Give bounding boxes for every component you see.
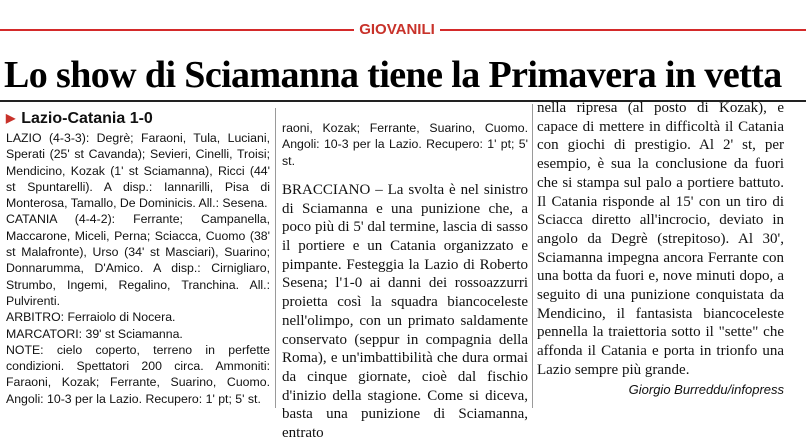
catania-lineup: CATANIA (4-4-2): Ferrante; Campanella, Maccarone, Miceli, Perna; Sciacca, Cuomo (38' st Malafronte), Urso (34' st Masciari), Suarino; Donnarumma, D'Amico. A disp.: Cirnigliaro, Strumbo, Ingemi, Regalino, Tranchina. All.: Pulvirenti. (6, 212, 270, 308)
section-header (0, 18, 806, 42)
article-body-2: nella ripresa (al posto di Kozak), e capace di mettere in difficoltà il Catania con giochi di prestigio. Al 2' st, per esempio, è sua la conclusione da fuori che si stampa sul palo a portiere battuto. Il Catania risponde al 15' con un tiro di Sciacca diretto all'incrocio, deviato in angolo da Degrè (strepitoso). Al 30', Sciamanna impegna ancora Ferrante con una botta da fuori e, nove minuti dopo, a seguito di una punizione conquistata da Mendicino, il fantasista biancoceleste pennella la traiettoria sotto il "sette" che affonda il Catania e porta in trionfo una Lazio sempre più grande. (537, 100, 784, 378)
match-notes (6, 342, 270, 407)
section-label: GIOVANILI (354, 18, 440, 42)
match-result-label: Lazio-Catania 1-0 (21, 110, 153, 127)
headline: Lo show di Sciamanna tiene la Primavera in vetta (4, 54, 782, 96)
column-divider (275, 108, 276, 408)
byline: Giorgio Burreddu/infopress (628, 381, 784, 397)
scorers: MARCATORI: 39' st Sciamanna. (6, 326, 183, 341)
article-body-1: BRACCIANO – La svolta è nel sinistro di Sciamanna e una punizione che, a poco più di 5' dal termine, lascia di sasso il portiere e un Catania organizzato e pimpante. Festeggia la Lazio di Roberto Sesena; l'1-0 ai danni dei rossoazzurri proietta così la squadra biancoceleste nell'olimpo, con un primato saldamente conservato (seppur in compagnia della Roma), e un'imbattibilità che dura ormai da cinque giornate, cioè dal fischio d'inizio della stagione. Come si diceva, basta una punizione di Sciamanna, entrato (282, 181, 528, 442)
triangle-icon: ▶ (6, 111, 16, 125)
article-column-2 (537, 99, 784, 411)
lazio-lineup: LAZIO (4-3-3): Degrè; Faraoni, Tula, Luciani, Sperati (25' st Cavanda); Sevieri, Cinelli, Troisi; Mendicino, Kozak (1' st Sciamanna), Ricci (44' st Spuntarelli). A disp.: Iannarilli, Pisa di Monterosa, Tamallo, De Dominicis. All.: Sesena. (6, 131, 270, 211)
box-score-column (6, 130, 270, 406)
match-notes-continued: raoni, Kozak; Ferrante, Suarino, Cuomo. Angoli: 10-3 per la Lazio. Recupero: 1' pt; 5' st. (282, 121, 528, 168)
article-column-1 (282, 120, 528, 442)
match-result (6, 108, 266, 128)
column-divider (532, 104, 533, 408)
match-notes-text: NOTE: cielo coperto, terreno in perfette condizioni. Spettatori 200 circa. Ammoniti: Faraoni, Kozak; Ferrante, Suarino, Cuomo. Angoli: 10-3 per la Lazio. Recupero: 1' pt; 5' st. (6, 342, 270, 406)
referee: ARBITRO: Ferraiolo di Nocera. (6, 310, 176, 325)
